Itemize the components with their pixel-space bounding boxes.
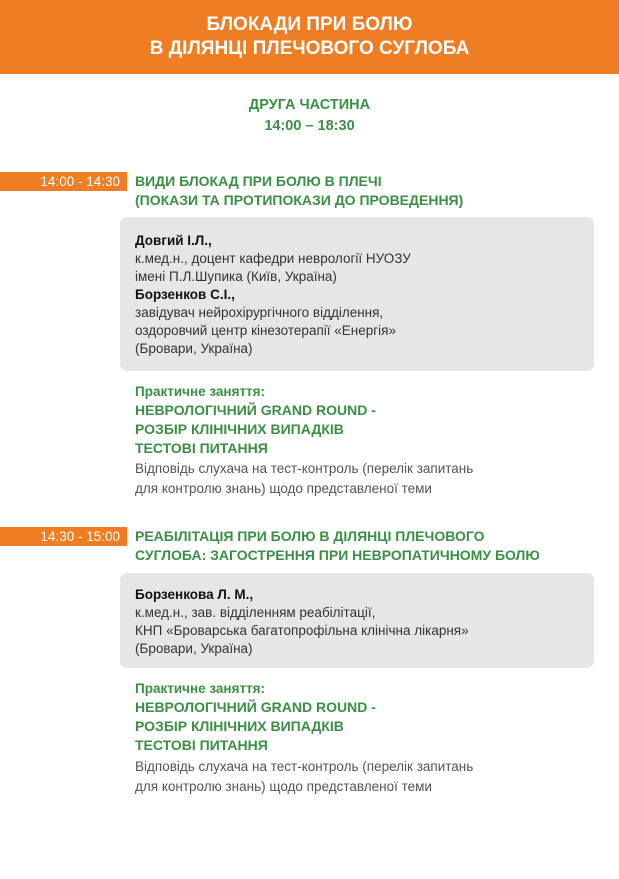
answer-line: Відповідь слухача на тест-контроль (перелік запитань	[135, 759, 474, 774]
header-title-line-1: БЛОКАДИ ПРИ БОЛЮ	[206, 14, 413, 35]
speaker-name: Довгий І.Л.,	[135, 233, 212, 248]
header-title-line-2: В ДІЛЯНЦІ ПЛЕЧОВОГО СУГЛОБА	[149, 38, 470, 59]
speaker-detail: завідувач нейрохірургічного відділення,	[135, 305, 384, 320]
session-1-title-line-2: (ПОКАЗИ ТА ПРОТИПОКАЗИ ДО ПРОВЕДЕННЯ)	[135, 192, 464, 208]
practice-line: РОЗБІР КЛІНІЧНИХ ВИПАДКІВ	[135, 421, 344, 437]
session-2-title-line-1: РЕАБІЛІТАЦІЯ ПРИ БОЛЮ В ДІЛЯНЦІ ПЛЕЧОВОГО	[135, 528, 485, 544]
speaker-detail: к.мед.н., доцент кафедри неврології НУОЗУ	[135, 251, 411, 266]
speaker-detail: (Бровари, Україна)	[135, 641, 253, 656]
practice-line: НЕВРОЛОГІЧНИЙ GRAND ROUND -	[135, 402, 376, 418]
session-2-title-line-2: СУГЛОБА: ЗАГОСТРЕННЯ ПРИ НЕВРОПАТИЧНОМУ БОЛЮ	[135, 547, 540, 563]
session-2-answer	[135, 757, 605, 797]
speaker-detail: імені П.Л.Шупика (Київ, Україна)	[135, 269, 337, 284]
session-1-speakers	[120, 217, 594, 371]
practice-line: НЕВРОЛОГІЧНИЙ GRAND ROUND -	[135, 699, 376, 715]
session-2-practice	[135, 679, 605, 755]
practice-label: Практичне заняття:	[135, 681, 266, 696]
part-title: ДРУГА ЧАСТИНА	[248, 97, 371, 113]
answer-line: Відповідь слухача на тест-контроль (перелік запитань	[135, 461, 474, 476]
speaker-detail: к.мед.н., зав. відділенням реабілітації,	[135, 605, 376, 620]
session-2-title	[135, 527, 605, 565]
session-1-answer	[135, 459, 605, 499]
practice-line: ТЕСТОВІ ПИТАННЯ	[135, 440, 268, 456]
session-2-time-badge: 14:30 - 15:00	[0, 527, 127, 546]
speaker-detail: КНП «Броварська багатопрофільна клінічна лікарня»	[135, 623, 469, 638]
practice-label: Практичне заняття:	[135, 384, 266, 399]
part-time: 14:00 – 18:30	[264, 118, 355, 134]
session-1-time-badge: 14:00 - 14:30	[0, 172, 127, 191]
session-1-practice	[135, 382, 605, 458]
practice-line: ТЕСТОВІ ПИТАННЯ	[135, 737, 268, 753]
speaker-name: Борзенков С.І.,	[135, 287, 235, 302]
speaker-detail: (Бровари, Україна)	[135, 341, 253, 356]
page-header	[0, 0, 619, 74]
session-2-speakers	[120, 573, 594, 668]
speaker-name: Борзенкова Л. М.,	[135, 587, 254, 602]
answer-line: для контролю знань) щодо представленої теми	[135, 779, 432, 794]
answer-line: для контролю знань) щодо представленої теми	[135, 481, 432, 496]
speaker-detail: оздоровчий центр кінезотерапії «Енергія»	[135, 323, 396, 338]
session-1-title-line-1: ВИДИ БЛОКАД ПРИ БОЛЮ В ПЛЕЧІ	[135, 173, 382, 189]
practice-line: РОЗБІР КЛІНІЧНИХ ВИПАДКІВ	[135, 718, 344, 734]
session-1-title	[135, 172, 605, 210]
